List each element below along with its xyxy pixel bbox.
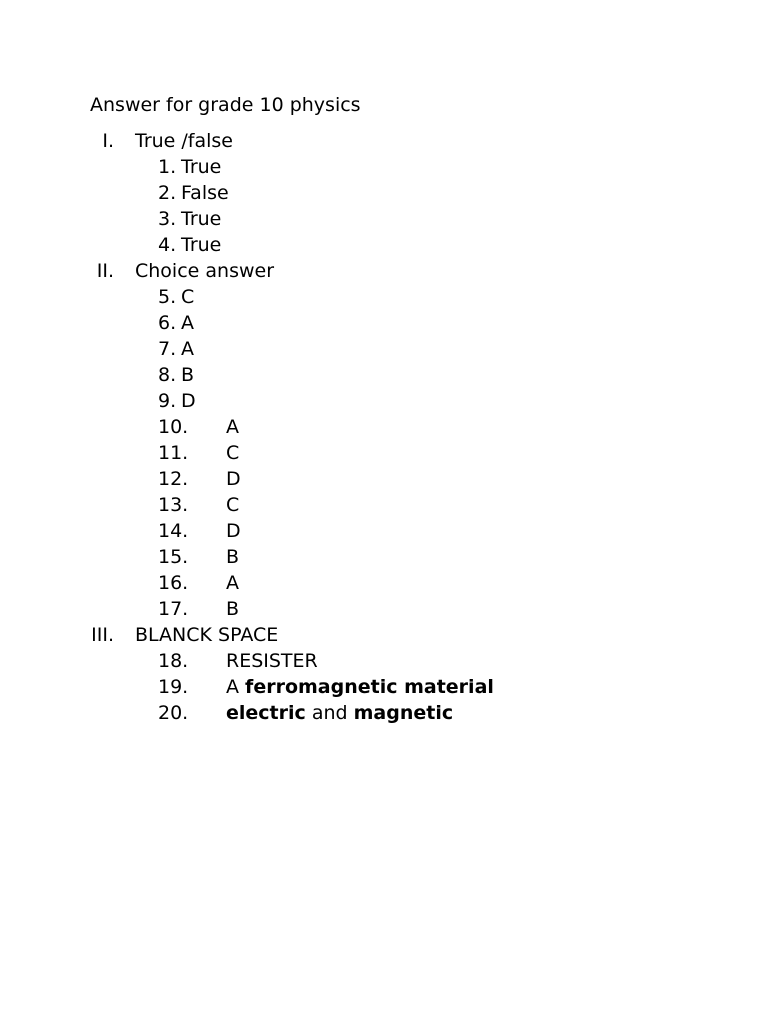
item-number: 19.: [158, 676, 189, 698]
section-label: True /false: [135, 130, 233, 152]
list-item: [0, 154, 768, 180]
item-answer: C: [226, 442, 240, 464]
section-numeral: I.: [102, 130, 114, 152]
answer-connector: and: [305, 702, 354, 724]
item-number: 18.: [158, 650, 189, 672]
list-item: [0, 466, 768, 492]
item-number: 20.: [158, 702, 189, 724]
list-item: [0, 388, 768, 414]
answer-bold: electric: [226, 702, 306, 724]
item-number: 4.: [158, 234, 177, 256]
list-item: [0, 362, 768, 388]
item-answer: A: [226, 416, 239, 438]
item-answer: B: [226, 598, 240, 620]
item-number: 3.: [158, 208, 177, 230]
list-item: [0, 596, 768, 622]
list-item: [0, 492, 768, 518]
answer-prefix: A: [226, 676, 246, 698]
item-answer: D: [226, 520, 241, 542]
item-number: 2.: [158, 182, 177, 204]
item-number: 14.: [158, 520, 189, 542]
list-item: [0, 232, 768, 258]
item-answer: D: [226, 468, 241, 490]
item-number: 7.: [158, 338, 177, 360]
list-item: [0, 310, 768, 336]
list-item: [0, 700, 768, 726]
list-item: [0, 180, 768, 206]
section-numeral: III.: [91, 624, 114, 646]
list-item: [0, 336, 768, 362]
item-answer: C: [181, 286, 195, 308]
item-number: 11.: [158, 442, 189, 464]
item-answer: [226, 700, 453, 726]
item-number: 6.: [158, 312, 177, 334]
item-number: 5.: [158, 286, 177, 308]
section-header-1: [0, 128, 768, 154]
item-answer: B: [226, 546, 240, 568]
list-item: [0, 206, 768, 232]
document-title: Answer for grade 10 physics: [90, 94, 361, 116]
section-label: BLANCK SPACE: [135, 624, 279, 646]
item-number: 16.: [158, 572, 189, 594]
list-item: [0, 440, 768, 466]
item-answer: True: [181, 156, 222, 178]
list-item: [0, 674, 768, 700]
section-label: Choice answer: [135, 260, 275, 282]
item-answer: True: [181, 208, 222, 230]
item-answer: True: [181, 234, 222, 256]
section-numeral: II.: [96, 260, 114, 282]
list-item: [0, 570, 768, 596]
list-item: [0, 648, 768, 674]
item-number: 9.: [158, 390, 177, 412]
item-answer: B: [181, 364, 195, 386]
item-number: 12.: [158, 468, 189, 490]
item-number: 13.: [158, 494, 189, 516]
item-answer: D: [181, 390, 196, 412]
answer-bold: magnetic: [353, 702, 454, 724]
item-number: 8.: [158, 364, 177, 386]
item-answer: A: [226, 572, 239, 594]
item-number: 17.: [158, 598, 189, 620]
item-number: 1.: [158, 156, 177, 178]
section-header-3: [0, 622, 768, 648]
item-number: 10.: [158, 416, 189, 438]
answer-bold: ferromagnetic material: [245, 676, 494, 698]
item-answer: A: [181, 312, 194, 334]
item-answer: [226, 674, 494, 700]
item-answer: C: [226, 494, 240, 516]
item-answer: False: [181, 182, 229, 204]
item-answer: A: [181, 338, 194, 360]
list-item: [0, 284, 768, 310]
list-item: [0, 414, 768, 440]
section-header-2: [0, 258, 768, 284]
list-item: [0, 518, 768, 544]
list-item: [0, 544, 768, 570]
item-answer: RESISTER: [226, 650, 318, 672]
item-number: 15.: [158, 546, 189, 568]
